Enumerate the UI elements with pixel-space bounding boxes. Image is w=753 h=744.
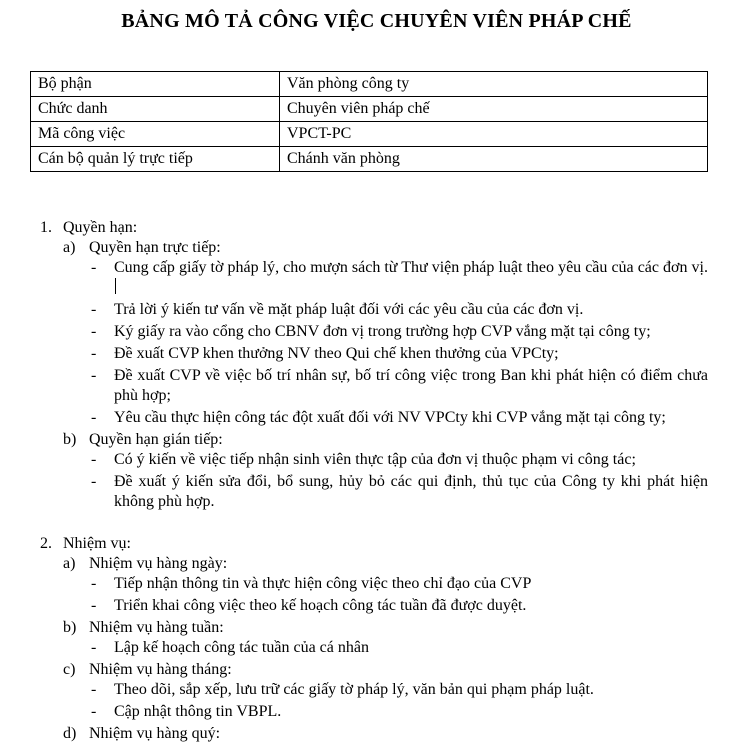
table-cell-value: VPCT-PC [280, 122, 708, 147]
subsection-letter: d) [63, 725, 77, 742]
subsection-heading [0, 430, 753, 450]
subsection-title: Quyền hạn trực tiếp: [89, 239, 221, 256]
subsection-letter: a) [63, 555, 76, 572]
list-item-text: Ký giấy ra vào cổng cho CBNV đơn vị trong trường hợp CVP vắng mặt tại công ty; [114, 323, 651, 340]
list-item-text: Cung cấp giấy tờ pháp lý, cho mượn sách từ Thư viện pháp luật theo yêu cầu của các đơn vị. [114, 259, 708, 276]
subsection-letter: b) [63, 431, 77, 448]
subsection-letter: b) [63, 619, 77, 636]
table-row [31, 122, 708, 147]
table-cell-value: Văn phòng công ty [280, 72, 708, 97]
list-item: - Đề xuất ý kiến sửa đổi, bổ sung, hủy bỏ các qui định, thủ tục của Công ty khi phát hiện không phù hợp. [91, 473, 708, 510]
section-number: 1. [40, 219, 52, 236]
table-cell-label: Bộ phận [31, 72, 280, 97]
list-item-text: Đề xuất CVP khen thưởng NV theo Qui chế khen thưởng của VPCty; [114, 345, 559, 362]
list-item: - Đề xuất CVP khen thưởng NV theo Qui chế khen thưởng của VPCty; [91, 345, 559, 362]
table-row [31, 147, 708, 172]
list-item: - Trả lời ý kiến tư vấn về mặt pháp luật đối với các yêu cầu của các đơn vị. [91, 301, 584, 318]
list-item-text: Lập kế hoạch công tác tuần của cá nhân [114, 639, 369, 656]
section-title: Quyền hạn: [63, 219, 138, 236]
table-cell-label: Chức danh [31, 97, 280, 122]
section-title: Nhiệm vụ: [63, 535, 131, 552]
list-item: - Triển khai công việc theo kế hoạch công tác tuần đã được duyệt. [91, 597, 527, 614]
table-cell-value: Chánh văn phòng [280, 147, 708, 172]
section-heading [0, 218, 753, 238]
table-row [31, 97, 708, 122]
list-item: - Cập nhật thông tin VBPL. [91, 703, 282, 720]
list-item: - Yêu cầu thực hiện công tác đột xuất đối với NV VPCty khi CVP vắng mặt tại công ty; [91, 409, 666, 426]
list-item-text: Có ý kiến về việc tiếp nhận sinh viên thực tập của đơn vị thuộc phạm vi công tác; [114, 451, 636, 468]
table-cell-label: Cán bộ quản lý trực tiếp [31, 147, 280, 172]
subsection-heading [0, 554, 753, 574]
list-item: - Theo dõi, sắp xếp, lưu trữ các giấy tờ pháp lý, văn bản qui phạm pháp luật. [91, 681, 594, 698]
page-title: BẢNG MÔ TẢ CÔNG VIỆC CHUYÊN VIÊN PHÁP CHẾ [121, 10, 632, 32]
document-body[interactable] [0, 218, 753, 744]
subsection-title: Nhiệm vụ hàng ngày: [89, 555, 228, 572]
list-item: - Tiếp nhận thông tin và thực hiện công việc theo chỉ đạo của CVP [91, 575, 532, 592]
table-row [31, 72, 708, 97]
job-info-table [30, 71, 708, 172]
section-number: 2. [40, 535, 52, 552]
subsection-title: Nhiệm vụ hàng tháng: [89, 661, 232, 678]
subsection-title: Quyền hạn gián tiếp: [89, 431, 223, 448]
list-item-text: Đề xuất CVP về việc bố trí nhân sự, bố trí công việc trong Ban khi phát hiện có điểm chưa phù hợp; [114, 367, 708, 404]
list-item-text: Cập nhật thông tin VBPL. [114, 703, 282, 720]
subsection-title: Nhiệm vụ hàng quý: [89, 725, 221, 742]
list-item: - Ký giấy ra vào cổng cho CBNV đơn vị trong trường hợp CVP vắng mặt tại công ty; [91, 323, 651, 340]
list-item-text: Triển khai công việc theo kế hoạch công tác tuần đã được duyệt. [114, 597, 527, 614]
list-item: - Đề xuất CVP về việc bố trí nhân sự, bố trí công việc trong Ban khi phát hiện có điểm chưa phù hợp; [91, 367, 708, 404]
subsection-letter: a) [63, 239, 76, 256]
subsection-letter: c) [63, 661, 76, 678]
text-cursor [115, 278, 116, 294]
subsection-heading [0, 618, 753, 638]
list-item: - Lập kế hoạch công tác tuần của cá nhân [91, 639, 369, 656]
list-item-text: Tiếp nhận thông tin và thực hiện công việc theo chỉ đạo của CVP [114, 575, 532, 592]
section-heading [0, 534, 753, 554]
subsection-heading [0, 238, 753, 258]
list-item-text: Trả lời ý kiến tư vấn về mặt pháp luật đối với các yêu cầu của các đơn vị. [114, 301, 584, 318]
subsection-heading [0, 724, 753, 744]
list-item-text: Đề xuất ý kiến sửa đổi, bổ sung, hủy bỏ các qui định, thủ tục của Công ty khi phát hiện không phù hợp. [114, 473, 708, 510]
list-item: - Cung cấp giấy tờ pháp lý, cho mượn sách từ Thư viện pháp luật theo yêu cầu của các đơn vị. [0, 258, 708, 298]
subsection-heading [0, 660, 753, 680]
subsection-title: Nhiệm vụ hàng tuần: [89, 619, 224, 636]
table-cell-label: Mã công việc [31, 122, 280, 147]
list-item-text: Yêu cầu thực hiện công tác đột xuất đối với NV VPCty khi CVP vắng mặt tại công ty; [114, 409, 666, 426]
list-item-text: Theo dõi, sắp xếp, lưu trữ các giấy tờ pháp lý, văn bản qui phạm pháp luật. [114, 681, 594, 698]
table-cell-value: Chuyên viên pháp chế [280, 97, 708, 122]
list-item: - Có ý kiến về việc tiếp nhận sinh viên thực tập của đơn vị thuộc phạm vi công tác; [91, 451, 636, 468]
